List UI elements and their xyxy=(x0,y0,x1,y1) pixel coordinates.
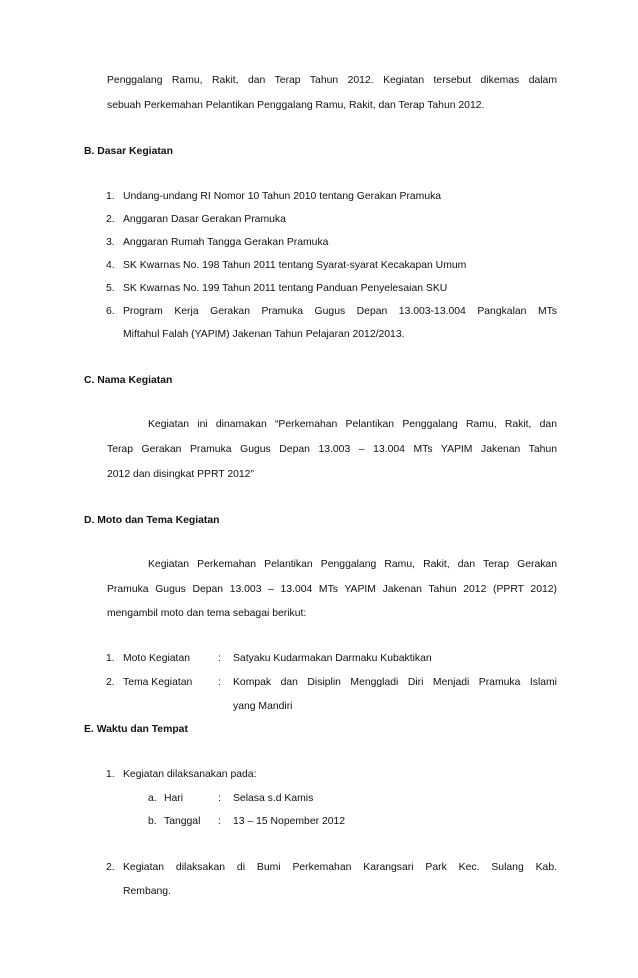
list-item xyxy=(106,282,447,296)
moto-label: Moto Kegiatan xyxy=(123,653,191,664)
tema-value-continued: yang Mandiri xyxy=(233,701,293,712)
moto-value: Satyaku Kudarmakan Darmaku Kubaktikan xyxy=(233,653,432,664)
moto-number: 1. xyxy=(106,653,115,664)
tema-number: 2. xyxy=(106,677,115,688)
hari-value: Selasa s.d Kamis xyxy=(233,793,314,804)
list-text: Kegiatan dilaksanakan pada: xyxy=(123,769,257,780)
section-c-line-1: Kegiatan ini dinamakan “Perkemahan Pelantikan Penggalang Ramu, Rakit, dan xyxy=(148,419,557,430)
tema-separator: : xyxy=(218,677,221,688)
section-d-heading: D. Moto dan Tema Kegiatan xyxy=(84,515,220,526)
tema-value: Kompak dan Disiplin Menggladi Diri Menjadi Pramuka Islami xyxy=(233,677,557,688)
list-number: 4. xyxy=(106,260,115,271)
list-item xyxy=(106,768,256,782)
list-text-continued: Rembang. xyxy=(123,886,171,897)
list-number: 1. xyxy=(106,191,115,202)
list-number: 2. xyxy=(106,862,115,873)
list-text: Anggaran Dasar Gerakan Pramuka xyxy=(123,214,286,225)
list-text: SK Kwarnas No. 199 Tahun 2011 tentang Panduan Penyelesaian SKU xyxy=(123,283,448,294)
list-text: Undang-undang RI Nomor 10 Tahun 2010 tentang Gerakan Pramuka xyxy=(123,191,442,202)
list-number: 2. xyxy=(106,214,115,225)
tema-label: Tema Kegiatan xyxy=(123,677,193,688)
list-number: 1. xyxy=(106,769,115,780)
tanggal-value: 13 – 15 Nopember 2012 xyxy=(233,816,346,827)
list-item xyxy=(106,190,441,204)
section-c-heading: C. Nama Kegiatan xyxy=(84,375,173,386)
section-c-line-2: Terap Gerakan Pramuka Gugus Depan 13.003 – 13.004 MTs YAPIM Jakenan Tahun xyxy=(107,444,557,455)
list-item xyxy=(106,213,286,227)
hari-label: Hari xyxy=(164,793,184,804)
hari-letter: a. xyxy=(148,793,157,804)
moto-separator: : xyxy=(218,653,221,664)
list-item xyxy=(106,236,328,250)
section-d-line-1: Kegiatan Perkemahan Pelantikan Penggalang Ramu, Rakit, dan Terap Gerakan xyxy=(148,559,557,570)
section-e-heading: E. Waktu dan Tempat xyxy=(84,724,188,735)
list-number: 3. xyxy=(106,237,115,248)
list-item xyxy=(106,259,466,273)
list-text: Kegiatan dilaksakan di Bumi Perkemahan Karangsari Park Kec. Sulang Kab. xyxy=(123,862,557,873)
intro-line-1: Penggalang Ramu, Rakit, dan Terap Tahun 2012. Kegiatan tersebut dikemas dalam xyxy=(107,75,557,86)
list-text-continued: Miftahul Falah (YAPIM) Jakenan Tahun Pelajaran 2012/2013. xyxy=(123,329,405,340)
list-number: 5. xyxy=(106,283,115,294)
hari-separator: : xyxy=(218,793,221,804)
list-number: 6. xyxy=(106,306,115,317)
list-text: Program Kerja Gerakan Pramuka Gugus Depan 13.003-13.004 Pangkalan MTs xyxy=(123,306,557,317)
section-d-line-3: mengambil moto dan tema sebagai berikut: xyxy=(107,608,307,619)
list-text: Anggaran Rumah Tangga Gerakan Pramuka xyxy=(123,237,329,248)
section-c-line-3: 2012 dan disingkat PPRT 2012” xyxy=(107,469,254,480)
tanggal-separator: : xyxy=(218,816,221,827)
section-b-heading: B. Dasar Kegiatan xyxy=(84,146,173,157)
section-d-line-2: Pramuka Gugus Depan 13.003 – 13.004 MTs YAPIM Jakenan Tahun 2012 (PPRT 2012) xyxy=(107,584,557,595)
list-text: SK Kwarnas No. 198 Tahun 2011 tentang Syarat-syarat Kecakapan Umum xyxy=(123,260,467,271)
tanggal-label: Tanggal xyxy=(164,816,201,827)
intro-line-2: sebuah Perkemahan Pelantikan Penggalang Ramu, Rakit, dan Terap Tahun 2012. xyxy=(107,100,485,111)
tanggal-letter: b. xyxy=(148,816,157,827)
